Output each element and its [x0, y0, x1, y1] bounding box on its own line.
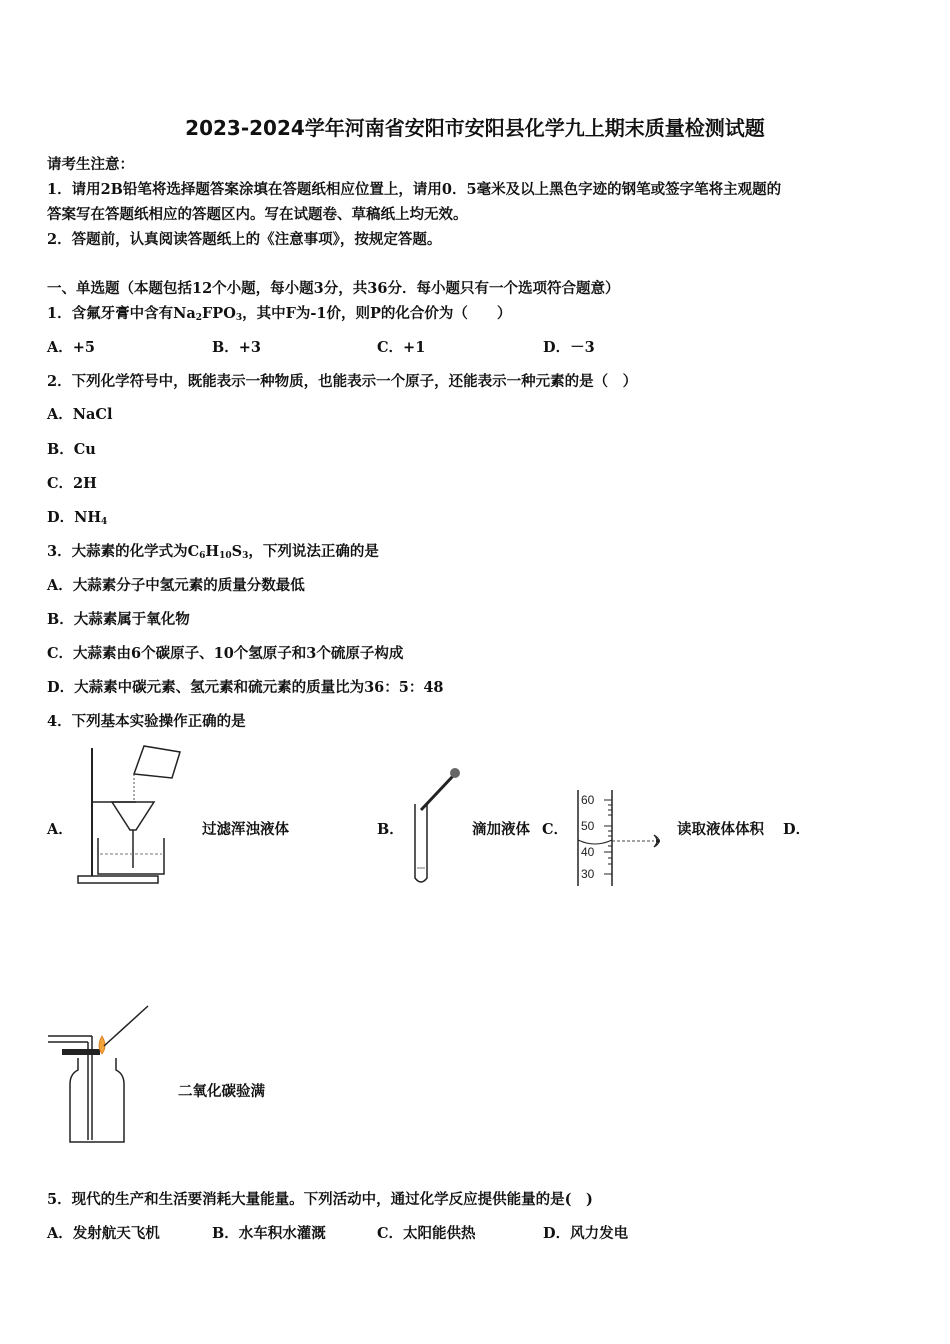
notice-item-1-cont: 答案写在答题纸相应的答题区内。写在试题卷、草稿纸上均无效。 — [47, 206, 468, 223]
question-4-option-a-text: 过滤浑浊液体 — [202, 821, 289, 838]
question-5-stem: 5．现代的生产和生活要消耗大量能量。下列活动中，通过化学反应提供能量的是( ) — [47, 1191, 593, 1208]
question-1-option-b[interactable]: B．+3 — [212, 339, 261, 356]
dropper-test-tube-figure — [405, 764, 467, 888]
question-5-option-c[interactable]: C．太阳能供热 — [377, 1225, 476, 1242]
question-4-option-b-text: 滴加液体 — [472, 821, 530, 838]
question-1-option-d[interactable]: D．－3 — [543, 339, 595, 356]
notice-item-1: 1．请用2B铅笔将选择题答案涂填在答题纸相应位置上，请用0．5毫米及以上黑色字迹的钢笔或签字笔将主观题的 — [47, 181, 782, 198]
question-4-option-a-label[interactable]: A． — [47, 821, 73, 838]
question-2-option-a[interactable]: A．NaCl — [47, 406, 113, 423]
question-3-option-c[interactable]: C．大蒜素由6个碳原子、10个氢原子和3个硫原子构成 — [47, 645, 404, 662]
page-title: 2023-2024学年河南省安阳市安阳县化学九上期末质量检测试题 — [185, 116, 765, 140]
question-2-option-b[interactable]: B．Cu — [47, 441, 96, 458]
question-3-option-a[interactable]: A．大蒜素分子中氢元素的质量分数最低 — [47, 577, 305, 594]
question-4-option-c-label[interactable]: C． — [542, 821, 569, 838]
question-1-option-c[interactable]: C．+1 — [377, 339, 426, 356]
cylinder-tick-label: 60 — [581, 793, 595, 807]
question-3-option-b[interactable]: B．大蒜素属于氧化物 — [47, 611, 190, 628]
section-heading: 一、单选题（本题包括12个小题，每小题3分，共36分．每小题只有一个选项符合题意） — [47, 280, 620, 297]
question-2-option-c[interactable]: C．2H — [47, 475, 97, 492]
question-5-option-a[interactable]: A．发射航天飞机 — [47, 1225, 160, 1242]
question-4-option-b-label[interactable]: B． — [377, 821, 404, 838]
question-4-stem: 4．下列基本实验操作正确的是 — [47, 713, 246, 730]
filtration-apparatus-figure — [72, 740, 187, 888]
question-2-option-d[interactable]: D．$NH_4$ — [47, 509, 108, 527]
co2-test-bottle-figure — [44, 1000, 156, 1150]
cylinder-tick-label: 30 — [581, 867, 595, 881]
notice-item-2: 2．答题前，认真阅读答题纸上的《注意事项》，按规定答题。 — [47, 231, 442, 248]
question-3-option-d[interactable]: D．大蒜素中碳元素、氢元素和硫元素的质量比为36：5：48 — [47, 679, 444, 696]
question-4-option-d-text: 二氧化碳验满 — [178, 1083, 265, 1100]
cylinder-tick-label: 40 — [581, 845, 595, 859]
cylinder-tick-label: 50 — [581, 819, 595, 833]
graduated-cylinder-figure — [574, 788, 674, 888]
question-4-option-c-text: 读取液体体积 — [677, 821, 764, 838]
question-1-option-a[interactable]: A．+5 — [47, 339, 95, 356]
question-5-option-d[interactable]: D．风力发电 — [543, 1225, 629, 1242]
question-3-stem: 3．大蒜素的化学式为$C_6H_{10}S_3$，下列说法正确的是 — [47, 543, 379, 561]
notice-heading: 请考生注意： — [47, 156, 134, 173]
question-4-option-d-label[interactable]: D． — [783, 821, 811, 838]
question-1-stem: 1．含氟牙膏中含有$Na_2FPO_3$，其中F为-1价，则P的化合价为（ ） — [47, 305, 512, 323]
question-5-option-b[interactable]: B．水车积水灌溉 — [212, 1225, 326, 1242]
question-2-stem: 2．下列化学符号中，既能表示一种物质，也能表示一个原子，还能表示一种元素的是（ ） — [47, 373, 638, 390]
